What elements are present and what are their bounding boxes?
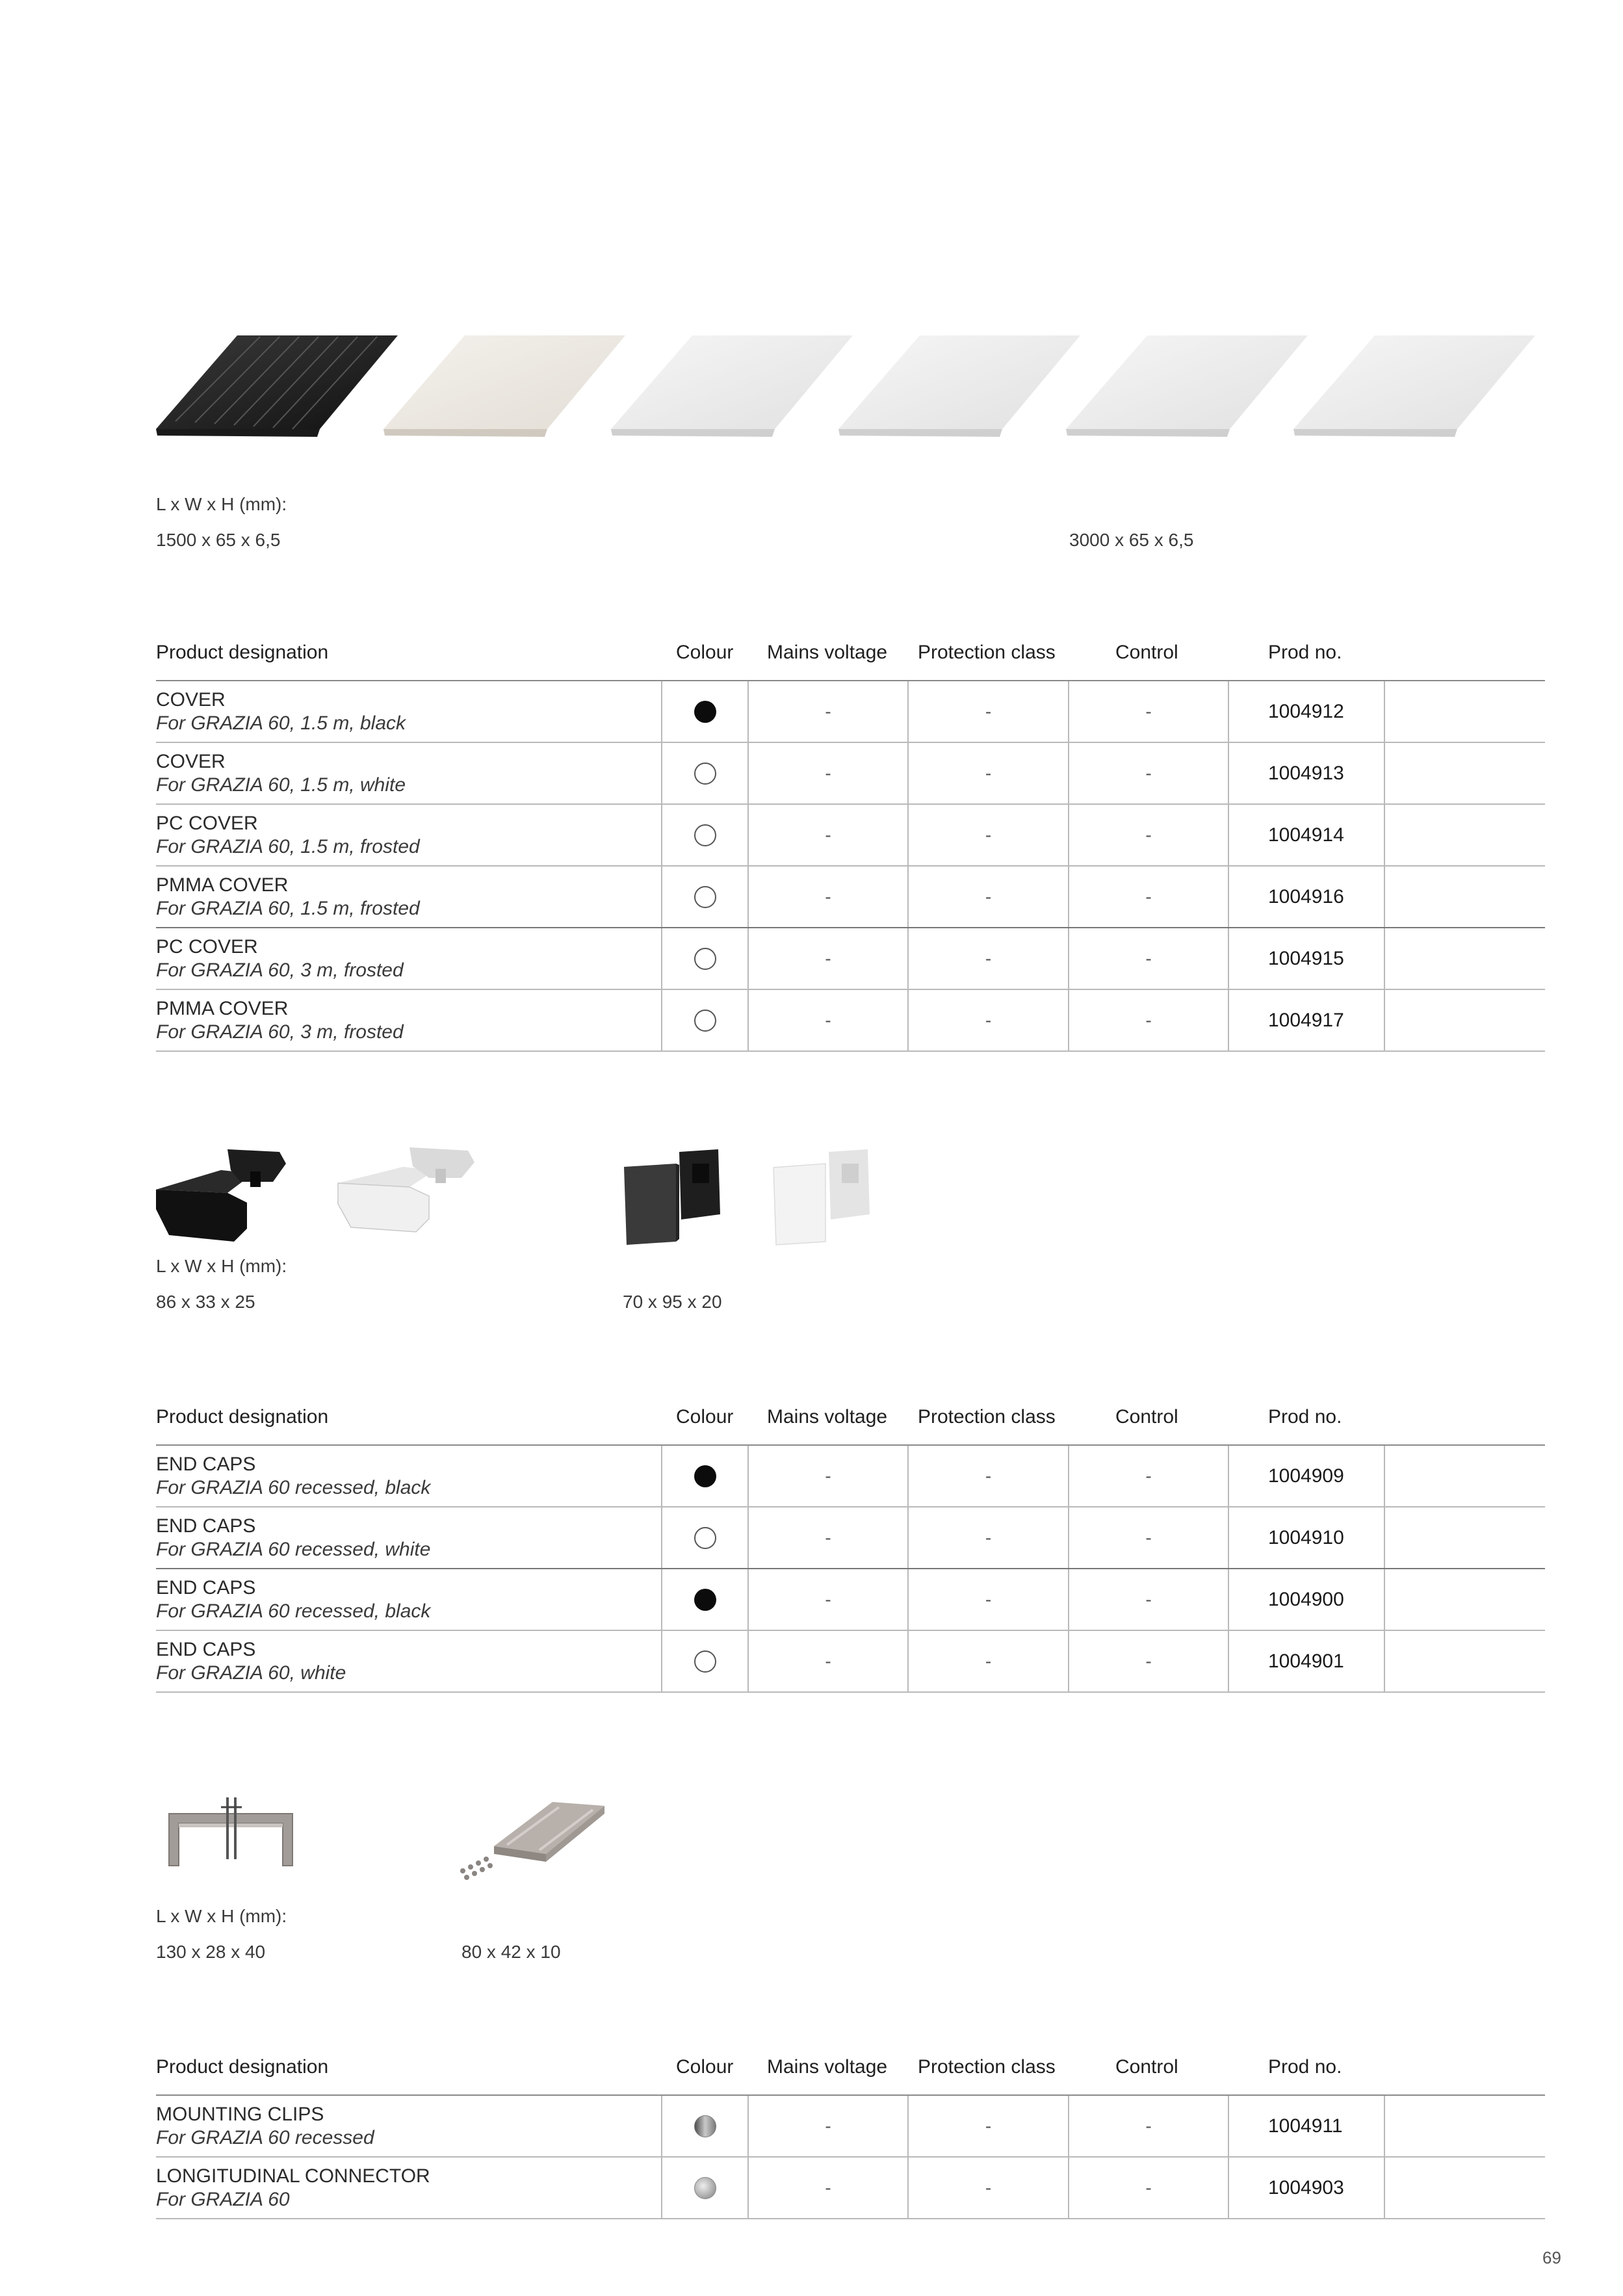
- mains-cell: -: [748, 1507, 908, 1569]
- prodno-cell: 1004900: [1228, 1569, 1384, 1630]
- colour-cell: [662, 928, 748, 989]
- header-protection: Protection class: [918, 1406, 1056, 1428]
- product-name: PMMA COVER: [156, 997, 289, 1019]
- designation-cell: [156, 804, 662, 866]
- prodno-cell: 1004915: [1228, 928, 1384, 989]
- colour-swatch-white: [694, 824, 716, 846]
- prodno-cell: 1004911: [1228, 2095, 1384, 2157]
- table-row: [156, 989, 1545, 1051]
- header-protection: Protection class: [918, 642, 1056, 663]
- longitudinal-connector-image: [455, 1794, 611, 1885]
- colour-cell: [662, 1630, 748, 1692]
- colour-cell: [662, 742, 748, 804]
- product-sub: For GRAZIA 60: [156, 2188, 290, 2210]
- prodno-cell: 1004914: [1228, 804, 1384, 866]
- product-sub: For GRAZIA 60, 1.5 m, black: [156, 712, 406, 734]
- dims-label: L x W x H (mm):: [156, 1256, 287, 1276]
- protection-cell: -: [908, 2157, 1069, 2219]
- colour-cell: [662, 866, 748, 928]
- colour-swatch-white: [694, 763, 716, 785]
- product-sub: For GRAZIA 60 recessed: [156, 2126, 374, 2148]
- dims-value: 3000 x 65 x 6,5: [1069, 530, 1194, 550]
- prodno-cell: 1004916: [1228, 866, 1384, 928]
- product-table-mounting: [156, 2094, 1545, 2219]
- table-row: [156, 2095, 1545, 2157]
- table-row: [156, 1445, 1545, 1507]
- product-sub: For GRAZIA 60, white: [156, 1662, 346, 1684]
- cover-image-pmma-frosted-15: [838, 335, 1080, 437]
- mains-cell: -: [748, 681, 908, 742]
- header-designation: Product designation: [156, 2056, 329, 2078]
- designation-cell: [156, 1445, 662, 1507]
- table-row: [156, 2157, 1545, 2219]
- protection-cell: -: [908, 1507, 1069, 1569]
- designation-cell: [156, 742, 662, 804]
- table-row: [156, 1630, 1545, 1692]
- control-cell: -: [1069, 681, 1228, 742]
- colour-swatch-white: [694, 1527, 716, 1549]
- product-table-covers: [156, 680, 1545, 1052]
- product-name: COVER: [156, 688, 226, 711]
- end-cap-black-image: [156, 1149, 286, 1242]
- product-name: PMMA COVER: [156, 874, 289, 896]
- designation-cell: [156, 866, 662, 928]
- designation-cell: [156, 989, 662, 1051]
- control-cell: -: [1069, 928, 1228, 989]
- designation-cell: [156, 1630, 662, 1692]
- product-name: COVER: [156, 750, 226, 772]
- colour-cell: [662, 1507, 748, 1569]
- header-prodno: Prod no.: [1268, 1406, 1342, 1428]
- protection-cell: -: [908, 1630, 1069, 1692]
- cover-image-pmma-frosted-3: [1293, 335, 1535, 437]
- mains-cell: -: [748, 2095, 908, 2157]
- control-cell: -: [1069, 1507, 1228, 1569]
- header-prodno: Prod no.: [1268, 642, 1342, 663]
- product-name: PC COVER: [156, 935, 258, 958]
- mains-cell: -: [748, 1445, 908, 1507]
- product-sub: For GRAZIA 60, 3 m, frosted: [156, 1021, 404, 1043]
- colour-swatch-black: [694, 701, 716, 723]
- end-cap-white-image: [338, 1147, 474, 1232]
- cover-product-images: [149, 325, 1547, 468]
- dims-value: 130 x 28 x 40: [156, 1942, 266, 1962]
- colour-cell: [662, 2095, 748, 2157]
- dims-label: L x W x H (mm):: [156, 1906, 287, 1926]
- protection-cell: -: [908, 1569, 1069, 1630]
- control-cell: -: [1069, 866, 1228, 928]
- header-colour: Colour: [676, 1406, 734, 1428]
- product-sub: For GRAZIA 60 recessed, white: [156, 1538, 431, 1560]
- header-control: Control: [1115, 1406, 1178, 1428]
- product-name: END CAPS: [156, 1515, 256, 1537]
- cover-image-pc-frosted-3: [1066, 335, 1308, 437]
- mains-cell: -: [748, 866, 908, 928]
- prodno-cell: 1004903: [1228, 2157, 1384, 2219]
- protection-cell: -: [908, 989, 1069, 1051]
- colour-swatch-white: [694, 1010, 716, 1032]
- colour-cell: [662, 681, 748, 742]
- colour-cell: [662, 804, 748, 866]
- table-row: [156, 1507, 1545, 1569]
- end-cap-black-flat-image: [624, 1149, 720, 1245]
- header-designation: Product designation: [156, 1406, 329, 1428]
- header-mains: Mains voltage: [767, 2056, 888, 2078]
- header-colour: Colour: [676, 642, 734, 663]
- control-cell: -: [1069, 2095, 1228, 2157]
- cover-image-black: [156, 335, 398, 437]
- cover-image-pc-frosted-15: [611, 335, 853, 437]
- control-cell: -: [1069, 742, 1228, 804]
- protection-cell: -: [908, 2095, 1069, 2157]
- product-sub: For GRAZIA 60 recessed, black: [156, 1476, 431, 1498]
- colour-swatch-silver: [694, 2177, 716, 2199]
- product-name: END CAPS: [156, 1638, 256, 1660]
- protection-cell: -: [908, 1445, 1069, 1507]
- product-name: PC COVER: [156, 812, 258, 834]
- prodno-cell: 1004917: [1228, 989, 1384, 1051]
- product-sub: For GRAZIA 60, 1.5 m, white: [156, 774, 406, 796]
- prodno-cell: 1004910: [1228, 1507, 1384, 1569]
- header-mains: Mains voltage: [767, 642, 888, 663]
- mains-cell: -: [748, 2157, 908, 2219]
- protection-cell: -: [908, 866, 1069, 928]
- control-cell: -: [1069, 1569, 1228, 1630]
- product-table-end-caps: [156, 1444, 1545, 1693]
- dims-value: 70 x 95 x 20: [623, 1292, 722, 1312]
- table-row: [156, 681, 1545, 742]
- mains-cell: -: [748, 1630, 908, 1692]
- colour-swatch-black: [694, 1589, 716, 1611]
- header-designation: Product designation: [156, 642, 329, 663]
- designation-cell: [156, 2095, 662, 2157]
- table-row: [156, 804, 1545, 866]
- designation-cell: [156, 681, 662, 742]
- designation-cell: [156, 1507, 662, 1569]
- colour-swatch-white: [694, 886, 716, 908]
- header-prodno: Prod no.: [1268, 2056, 1342, 2078]
- header-protection: Protection class: [918, 2056, 1056, 2078]
- mains-cell: -: [748, 989, 908, 1051]
- product-sub: For GRAZIA 60, 3 m, frosted: [156, 959, 404, 981]
- control-cell: -: [1069, 2157, 1228, 2219]
- designation-cell: [156, 2157, 662, 2219]
- colour-cell: [662, 2157, 748, 2219]
- protection-cell: -: [908, 928, 1069, 989]
- table-row: [156, 866, 1545, 928]
- mounting-clip-image: [162, 1794, 305, 1879]
- colour-swatch-black: [694, 1465, 716, 1487]
- mains-cell: -: [748, 804, 908, 866]
- product-sub: For GRAZIA 60 recessed, black: [156, 1600, 431, 1622]
- cover-image-white: [383, 335, 625, 437]
- table-row: [156, 1569, 1545, 1630]
- header-mains: Mains voltage: [767, 1406, 888, 1428]
- protection-cell: -: [908, 681, 1069, 742]
- dims-value: 86 x 33 x 25: [156, 1292, 255, 1312]
- prodno-cell: 1004912: [1228, 681, 1384, 742]
- product-name: END CAPS: [156, 1576, 256, 1598]
- colour-cell: [662, 1569, 748, 1630]
- product-name: LONGITUDINAL CONNECTOR: [156, 2165, 430, 2187]
- product-name: END CAPS: [156, 1453, 256, 1475]
- colour-swatch-white: [694, 1650, 716, 1673]
- colour-cell: [662, 1445, 748, 1507]
- header-control: Control: [1115, 2056, 1178, 2078]
- page-number: 69: [1542, 2248, 1561, 2267]
- protection-cell: -: [908, 804, 1069, 866]
- protection-cell: -: [908, 742, 1069, 804]
- mains-cell: -: [748, 742, 908, 804]
- mains-cell: -: [748, 1569, 908, 1630]
- designation-cell: [156, 928, 662, 989]
- mains-cell: -: [748, 928, 908, 989]
- end-cap-flat-images: [617, 1144, 890, 1255]
- control-cell: -: [1069, 989, 1228, 1051]
- control-cell: -: [1069, 1445, 1228, 1507]
- dims-value: 1500 x 65 x 6,5: [156, 530, 281, 550]
- colour-cell: [662, 989, 748, 1051]
- header-colour: Colour: [676, 2056, 734, 2078]
- prodno-cell: 1004901: [1228, 1630, 1384, 1692]
- product-name: MOUNTING CLIPS: [156, 2103, 324, 2125]
- table-row: [156, 928, 1545, 989]
- colour-swatch-gradient: [694, 2115, 716, 2137]
- control-cell: -: [1069, 1630, 1228, 1692]
- product-sub: For GRAZIA 60, 1.5 m, frosted: [156, 897, 420, 919]
- dims-label: L x W x H (mm):: [156, 494, 287, 514]
- prodno-cell: 1004913: [1228, 742, 1384, 804]
- end-cap-white-flat-image: [773, 1149, 870, 1245]
- product-sub: For GRAZIA 60, 1.5 m, frosted: [156, 835, 420, 857]
- dims-value: 80 x 42 x 10: [461, 1942, 561, 1962]
- colour-swatch-white: [694, 948, 716, 970]
- prodno-cell: 1004909: [1228, 1445, 1384, 1507]
- end-cap-recessed-images: [149, 1144, 487, 1255]
- table-row: [156, 742, 1545, 804]
- designation-cell: [156, 1569, 662, 1630]
- header-control: Control: [1115, 642, 1178, 663]
- control-cell: -: [1069, 804, 1228, 866]
